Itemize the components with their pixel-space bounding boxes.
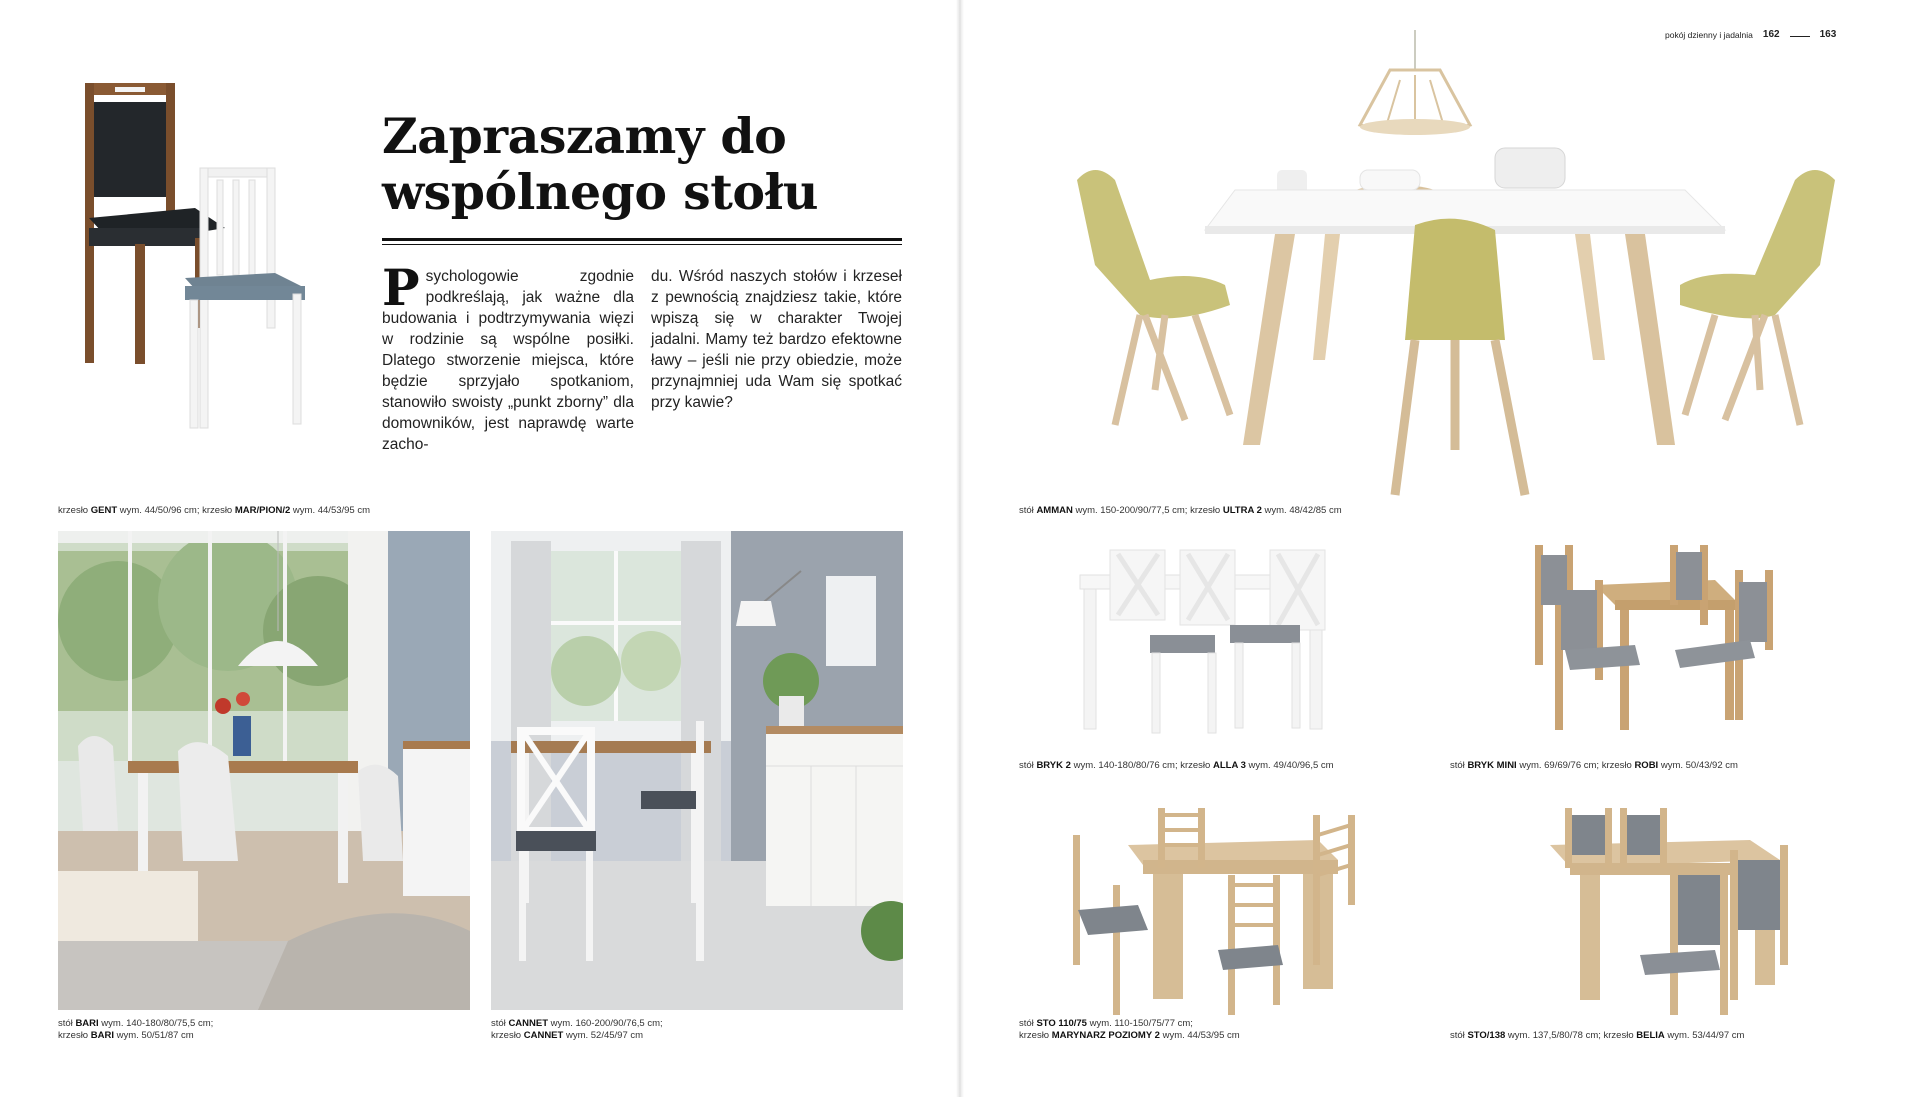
title-rule bbox=[382, 238, 902, 245]
body-text-2: du. Wśród naszych stołów i krzeseł z pewnością znajdziesz takie, które wpiszą się w charakter Twojej jadalni. Mamy też bardzo efektowne ławy – jeśli nie przy obiedzie, może przynajmniej uda Wam się spotkać przy kawie? bbox=[651, 268, 902, 411]
body-column-1 bbox=[382, 258, 634, 455]
photo-chairs-gent-marpion bbox=[75, 78, 315, 430]
caption-gent: krzesło GENT wym. 44/50/96 cm; krzesło MAR/PION/2 wym. 44/53/95 cm bbox=[58, 505, 371, 516]
title-line-2: wspólnego stołu bbox=[382, 163, 819, 221]
page-number-right: 163 bbox=[1819, 29, 1837, 40]
photo-cannet-dining-room bbox=[491, 531, 903, 1010]
photo-brykmini-robi bbox=[1525, 540, 1775, 745]
caption-amman: stół AMMAN wym. 150-200/90/77,5 cm; krzesło ULTRA 2 wym. 48/42/85 cm bbox=[1019, 505, 1342, 516]
drop-cap: P bbox=[382, 258, 420, 317]
page-gutter bbox=[956, 0, 964, 1097]
title-line-1: Zapraszamy do bbox=[382, 107, 787, 165]
caption-sto138: stół STO/138 wym. 137,5/80/78 cm; krzesło BELIA wym. 53/44/97 cm bbox=[1450, 1030, 1745, 1041]
article-title bbox=[382, 108, 902, 220]
photo-bryk2-alla3 bbox=[1070, 540, 1340, 740]
caption-brykmini: stół BRYK MINI wym. 69/69/76 cm; krzesło ROBI wym. 50/43/92 cm bbox=[1450, 760, 1738, 771]
body-column-2 bbox=[651, 266, 902, 413]
section-label: pokój dzienny i jadalnia bbox=[1665, 29, 1753, 40]
caption-cannet: stół CANNET wym. 160-200/90/76,5 cm; krzesło CANNET wym. 52/45/97 cm bbox=[491, 1018, 663, 1041]
photo-sto110-marynarz bbox=[1068, 805, 1358, 1020]
body-text-1: sychologowie zgodnie podkreślają, jak ważne dla budowania i podtrzymywania więzi w rodzinie są wspólne posiłki. Dlatego stworzenie miejsca, które będzie sprzyjało spotkaniom, stanowiło swoisty „punkt zborny” dla domowników, jest naprawdę warte zacho- bbox=[382, 268, 634, 453]
photo-bari-dining-room bbox=[58, 531, 470, 1010]
photo-sto138-belia bbox=[1540, 805, 1800, 1020]
page-number-left: 162 bbox=[1762, 29, 1780, 40]
caption-bryk2: stół BRYK 2 wym. 140-180/80/76 cm; krzesło ALLA 3 wym. 49/40/96,5 cm bbox=[1019, 760, 1334, 771]
photo-amman-ultra2 bbox=[1055, 30, 1855, 500]
caption-sto110: stół STO 110/75 wym. 110-150/75/77 cm; krzesło MARYNARZ POZIOMY 2 wym. 44/53/95 cm bbox=[1019, 1018, 1240, 1041]
caption-bari: stół BARI wym. 140-180/80/75,5 cm; krzesło BARI wym. 50/51/87 cm bbox=[58, 1018, 214, 1041]
